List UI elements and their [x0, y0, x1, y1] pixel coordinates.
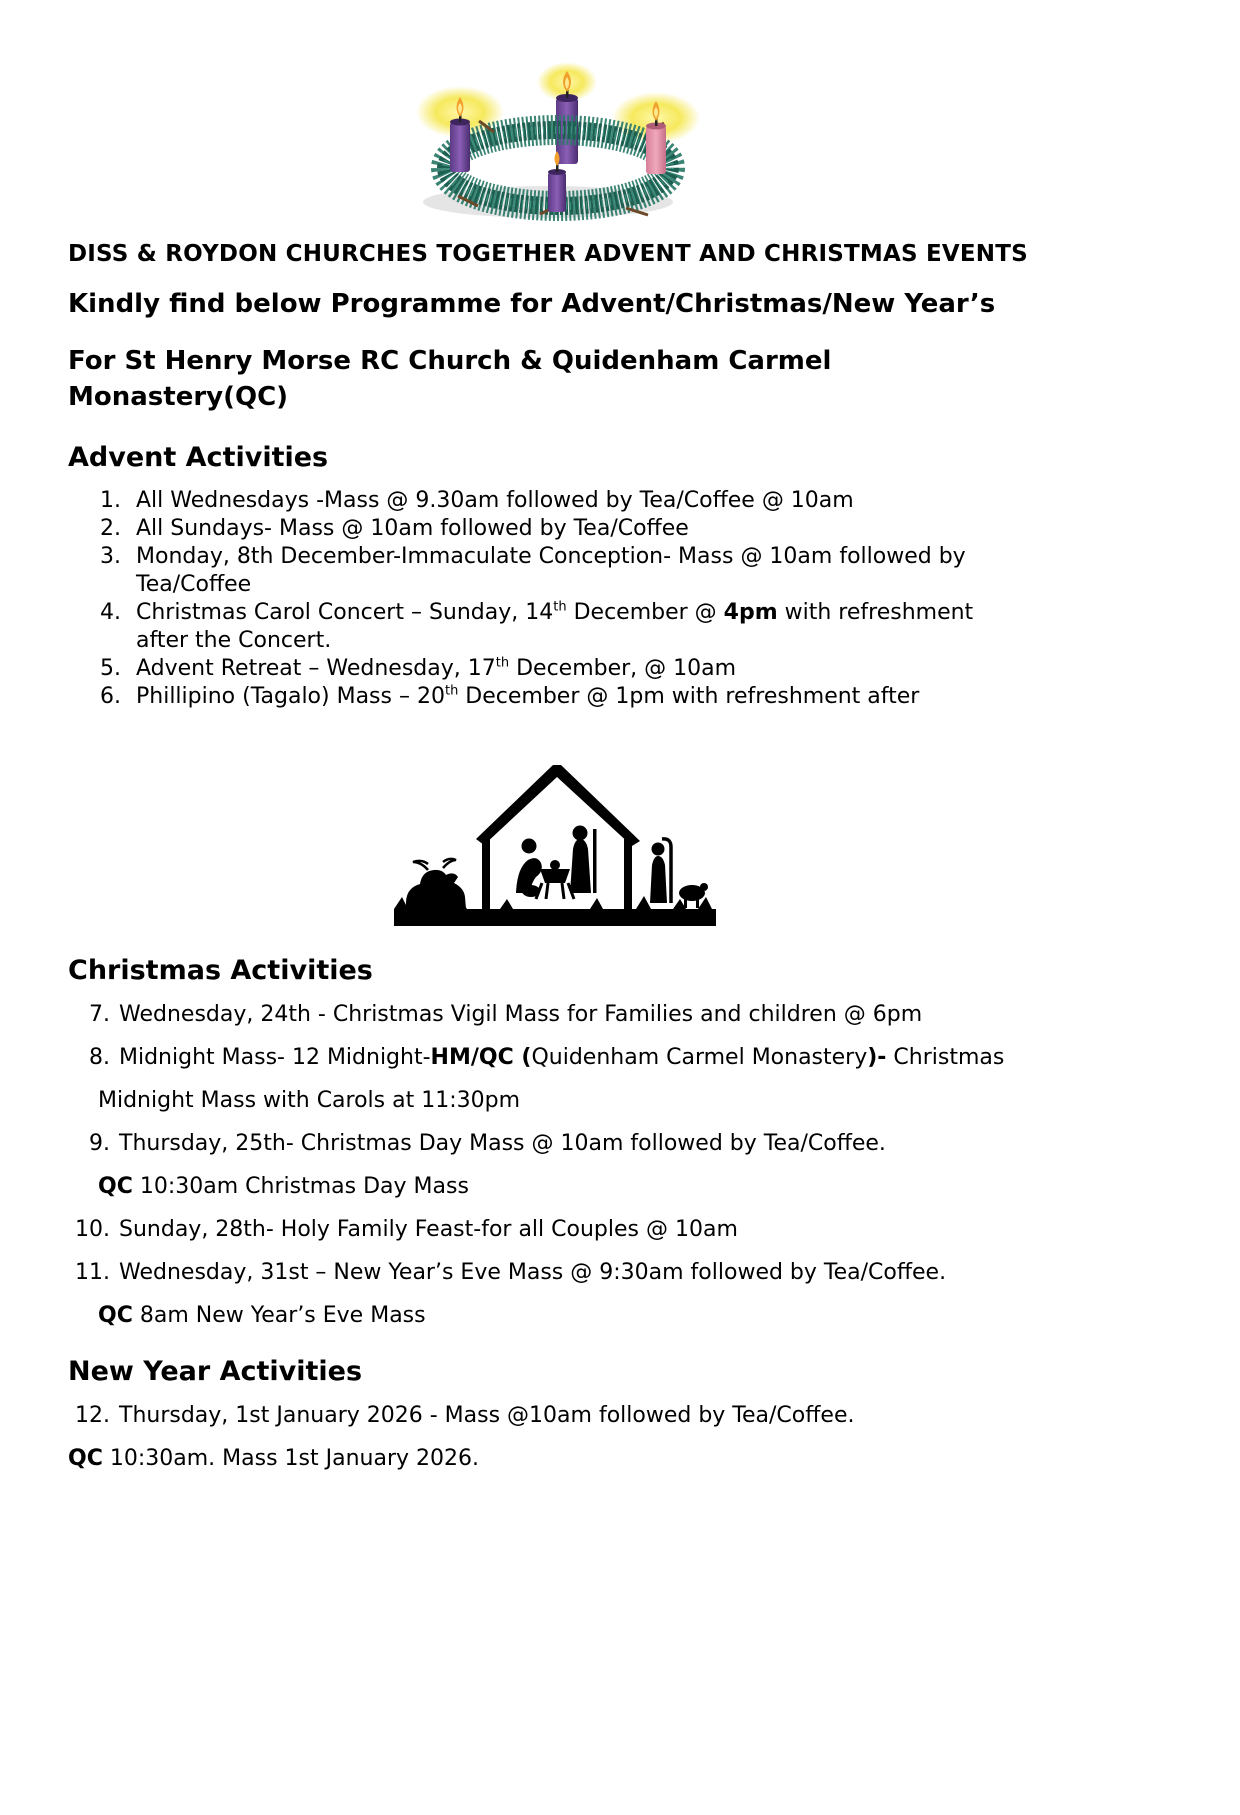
qc-text: 10:30am Christmas Day Mass [139, 1173, 469, 1199]
venue-line-2: Monastery(QC) [68, 382, 289, 413]
item-text: Sunday, 28th- Holy Family Feast-for all Couples @ 10am [119, 1216, 738, 1242]
item-number: 8. [89, 1044, 110, 1070]
item-number: 10. [75, 1216, 110, 1242]
qc-text: 8am New Year’s Eve Mass [139, 1302, 426, 1328]
ordinal-suffix: th [444, 683, 459, 699]
list-item [68, 655, 1013, 683]
new-year-activities-heading: New Year Activities [68, 1355, 363, 1387]
venue-line [68, 343, 1170, 416]
item-text: Wednesday, 31st – New Year’s Eve Mass @ 9:30am followed by Tea/Coffee. [119, 1259, 947, 1285]
item-text: Thursday, 1st January 2026 - Mass @10am followed by Tea/Coffee. [119, 1402, 855, 1428]
item-text: December @ 1pm with refreshment after [458, 683, 920, 709]
programme-line: Kindly find below Programme for Advent/Christmas/New Year’s [68, 289, 996, 319]
item-text: Advent Retreat – Wednesday, 17 [136, 655, 496, 681]
item-text: Phillipino (Tagalo) Mass – 20 [136, 683, 445, 709]
list-item [68, 487, 1013, 515]
item-text: Christmas [886, 1044, 1005, 1070]
list-item [68, 1402, 1028, 1430]
list-item [68, 683, 1013, 711]
item-text: December, @ 10am [509, 655, 737, 681]
qc-label: QC [98, 1173, 133, 1199]
qc-text: 10:30am. Mass 1st January 2026. [109, 1445, 479, 1471]
item-number: 4. [100, 599, 121, 625]
list-item [68, 1044, 1170, 1072]
advent-wreath-icon [398, 60, 728, 225]
item-number: 1. [100, 487, 121, 513]
item-text-bold: HM/QC ( [430, 1044, 532, 1070]
item-text: Midnight Mass- 12 Midnight- [119, 1044, 431, 1070]
list-item [68, 599, 1013, 655]
list-item [68, 543, 1013, 599]
list-item-continuation: Midnight Mass with Carols at 11:30pm [98, 1087, 521, 1113]
item-number: 3. [100, 543, 121, 569]
item-text: Quidenham Carmel Monastery [531, 1044, 868, 1070]
item-number: 5. [100, 655, 121, 681]
item-number: 12. [75, 1402, 110, 1428]
item-text: December @ [566, 599, 724, 625]
document-title: DISS & ROYDON CHURCHES TOGETHER ADVENT AND CHRISTMAS EVENTS [68, 241, 1028, 267]
item-text-bold: )- [867, 1044, 887, 1070]
advent-activities-list [68, 487, 1013, 711]
item-number: 11. [75, 1259, 110, 1285]
qc-label: QC [68, 1445, 103, 1471]
advent-wreath-image [398, 60, 728, 225]
item-text: All Wednesdays -Mass @ 9.30am followed by Tea/Coffee @ 10am [136, 487, 854, 513]
ordinal-suffix: th [495, 655, 510, 671]
qc-sub-line [68, 1302, 1028, 1330]
list-item [68, 1130, 1028, 1158]
christmas-activities-heading: Christmas Activities [68, 954, 373, 986]
list-item [68, 1259, 1028, 1287]
nativity-scene-icon [390, 749, 720, 929]
ordinal-suffix: th [553, 599, 567, 615]
venue-line-1: For St Henry Morse RC Church & Quidenham Carmel [68, 346, 832, 376]
advent-activities-heading: Advent Activities [68, 441, 329, 473]
qc-sub-line [68, 1173, 1028, 1201]
item-number: 7. [89, 1001, 110, 1027]
document-page [0, 60, 1240, 1473]
item-text: Wednesday, 24th - Christmas Vigil Mass for Families and children @ 6pm [119, 1001, 923, 1027]
qc-label: QC [98, 1302, 133, 1328]
item-number: 6. [100, 683, 121, 709]
item-text: Monday, 8th December-Immaculate Conception- Mass @ 10am followed by Tea/Coffee [136, 543, 966, 597]
list-item [68, 1216, 1028, 1244]
item-number: 9. [89, 1130, 110, 1156]
list-item [68, 515, 1013, 543]
qc-sub-line [68, 1445, 1028, 1473]
item-text-bold: 4pm [723, 599, 778, 625]
item-text: Thursday, 25th- Christmas Day Mass @ 10am followed by Tea/Coffee. [119, 1130, 886, 1156]
item-text: Christmas Carol Concert – Sunday, 14 [136, 599, 554, 625]
list-item [68, 1001, 1028, 1029]
item-text: with refreshment after the Concert. [136, 599, 974, 653]
item-number: 2. [100, 515, 121, 541]
nativity-scene-image [390, 749, 720, 929]
item-text: All Sundays- Mass @ 10am followed by Tea/Coffee [136, 515, 689, 541]
